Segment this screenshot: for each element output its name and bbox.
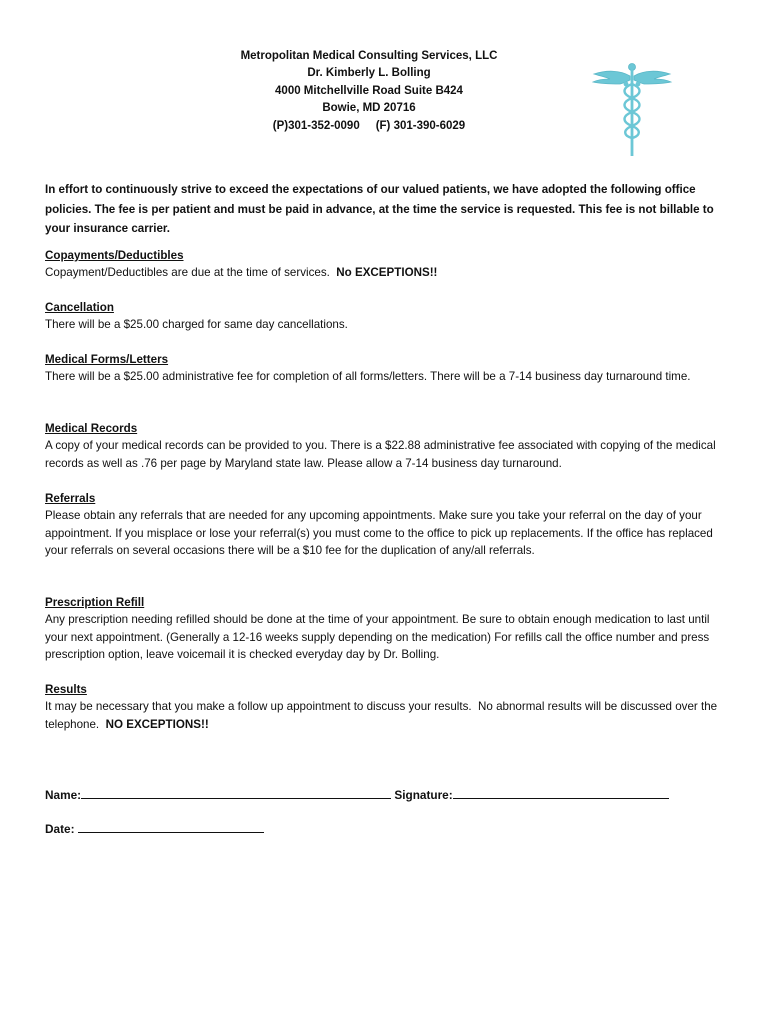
section-title: Prescription Refill	[45, 596, 145, 609]
section-text: A copy of your medical records can be provided to you. There is a $22.88 administrative fee associated with copying of the medical records as well as .76 per page by Maryland state law. Please allow a 7-14 business day turnaround.	[45, 439, 716, 470]
section-referrals	[45, 490, 735, 559]
section-title: Results	[45, 683, 87, 696]
section-medical-forms	[45, 351, 735, 386]
section-title: Cancellation	[45, 301, 114, 314]
date-field[interactable]	[78, 820, 264, 833]
section-text: Any prescription needing refilled should be done at the time of your appointment. Be sure to obtain enough medication to last until your next appointment. (Generally a 12-16 weeks supply depending on the medication) For refills call the office number and press prescription option, leave voicemail it is checked everyday day by Dr. Bolling.	[45, 613, 710, 661]
section-text	[45, 698, 735, 733]
caduceus-icon	[590, 60, 674, 158]
section-text	[45, 264, 735, 281]
date-label: Date:	[45, 822, 78, 836]
signature-field[interactable]	[453, 786, 669, 799]
company-name: Metropolitan Medical Consulting Services, LLC	[240, 50, 498, 62]
section-title: Medical Records	[45, 422, 138, 435]
doctor-name: Dr. Kimberly L. Bolling	[307, 67, 431, 80]
section-title: Referrals	[45, 492, 96, 505]
phone-fax: (P)301-352-0090 (F) 301-390-6029	[272, 119, 466, 132]
results-text: It may be necessary that you make a follow up appointment to discuss your results. No abnormal results will be discussed over the telephone.	[45, 700, 721, 731]
section-prescription-refill	[45, 594, 735, 663]
intro-paragraph: In effort to continuously strive to exceed the expectations of our valued patients, we have adopted the following office policies. The fee is per patient and must be paid in advance, at the time the service is requested. This fee is not billable to your insurance carrier.	[45, 183, 714, 235]
section-text: Please obtain any referrals that are needed for any upcoming appointments. Make sure you take your referral on the day of your appointment. If you misplace or lose your referral(s) you must come to the office to pick up replacements. If the office has replaced your referrals on several occasions there will be a $10 fee for the duplication of any/all referrals.	[45, 509, 713, 557]
name-field[interactable]	[81, 786, 391, 799]
letterhead	[150, 48, 588, 135]
signature-row	[45, 786, 735, 802]
copay-text: Copayment/Deductibles are due at the time of services.	[45, 266, 337, 280]
section-cancellation	[45, 299, 735, 334]
section-results	[45, 681, 735, 733]
section-title: Copayments/Deductibles	[45, 249, 184, 262]
date-row	[45, 820, 445, 836]
signature-label: Signature:	[391, 788, 453, 802]
section-title: Medical Forms/Letters	[45, 353, 169, 366]
section-medical-records	[45, 420, 735, 472]
copay-emphasis: No EXCEPTIONS!!	[336, 266, 438, 280]
city-state-zip: Bowie, MD 20716	[322, 102, 416, 115]
section-copayments	[45, 247, 735, 282]
section-text: There will be a $25.00 administrative fee for completion of all forms/letters. There will be a 7-14 business day turnaround time.	[45, 370, 691, 384]
street-address: 4000 Mitchellville Road Suite B424	[275, 84, 463, 97]
section-text: There will be a $25.00 charged for same day cancellations.	[45, 318, 348, 332]
name-label: Name:	[45, 788, 82, 802]
results-emphasis: NO EXCEPTIONS!!	[105, 717, 209, 731]
